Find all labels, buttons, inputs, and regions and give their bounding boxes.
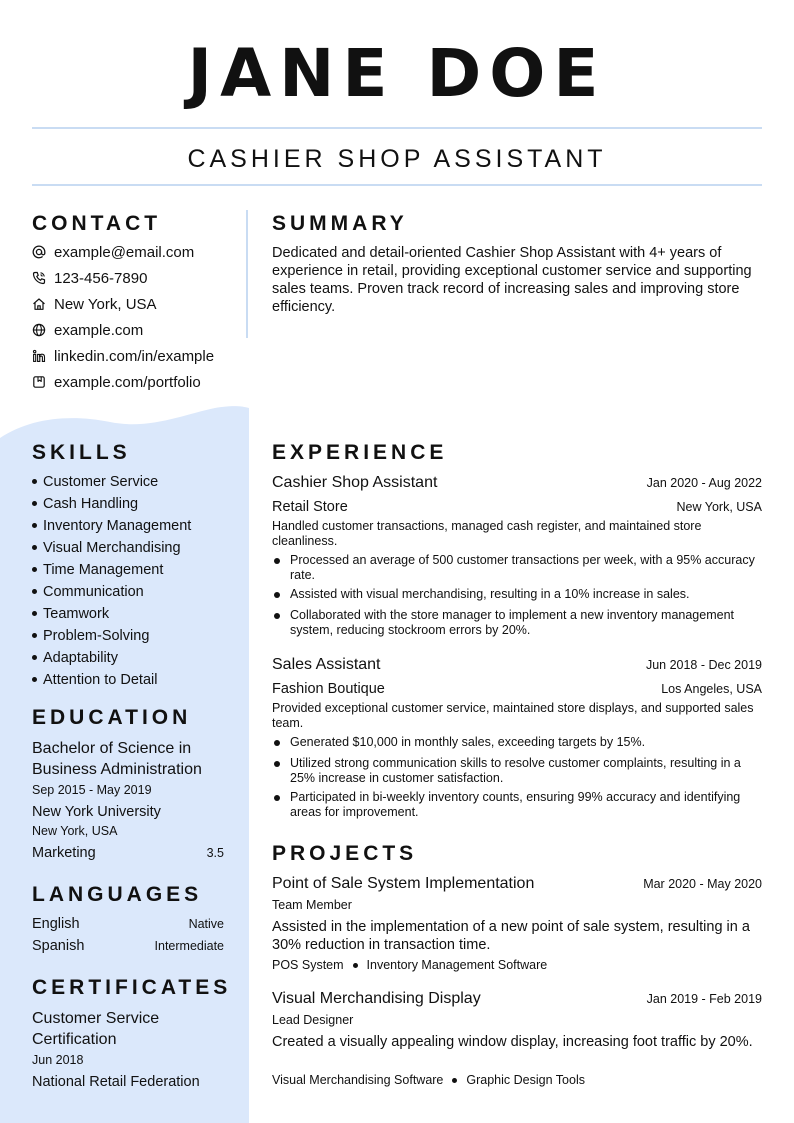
home-icon <box>32 297 46 311</box>
certificate-name: Customer Service Certification <box>32 1010 160 1048</box>
certificate-issuer: National Retail Federation <box>32 1074 200 1090</box>
skill-item: Attention to Detail <box>32 670 157 690</box>
education-gpa: 3.5 <box>206 846 224 860</box>
bullet-dot <box>32 479 37 484</box>
header-divider-top <box>32 127 762 129</box>
contact-website[interactable] <box>32 320 143 340</box>
skill-item: Cash Handling <box>32 494 138 514</box>
certificate-date: Jun 2018 <box>32 1053 84 1067</box>
bullet-dot <box>32 589 37 594</box>
skill-item: Customer Service <box>32 472 158 492</box>
job-location: Los Angeles, USA <box>661 682 762 696</box>
contact-heading: CONTACT <box>32 212 162 235</box>
job-dates: Jun 2018 - Dec 2019 <box>645 658 762 672</box>
summary-heading: SUMMARY <box>272 212 408 235</box>
column-divider <box>246 210 248 338</box>
job-bullet: Participated in bi-weekly inventory counts, ensuring 99% accuracy and identifying areas for improvement. <box>272 790 762 820</box>
job-dates: Jan 2020 - Aug 2022 <box>646 476 762 490</box>
contact-email-text: example@email.com <box>54 243 195 261</box>
project-tag: POS System <box>272 958 344 972</box>
project-role: Team Member <box>272 898 352 912</box>
globe-icon <box>32 323 46 337</box>
job-description: Handled customer transactions, managed cash register, and maintained store cleanliness. <box>272 519 702 548</box>
job-location: New York, USA <box>676 500 762 514</box>
job-bullet: Generated $10,000 in monthly sales, exceeding targets by 15%. <box>272 735 762 750</box>
project-title: Point of Sale System Implementation <box>272 875 535 892</box>
language-level: Intermediate <box>154 939 224 953</box>
project-tag: Visual Merchandising Software <box>272 1073 444 1087</box>
education-school: New York University <box>32 804 161 820</box>
contact-linkedin[interactable] <box>32 346 214 366</box>
contact-location-text: New York, USA <box>54 295 157 313</box>
job-role: Sales Assistant <box>272 656 381 673</box>
summary-text: Dedicated and detail-oriented Cashier Shop Assistant with 4+ years of experience in retail, providing exceptional customer service and supporting sales teams. Proven track record of increasing sales and improving store efficiency. <box>272 245 752 315</box>
project-dates: Mar 2020 - May 2020 <box>643 877 762 891</box>
tag-separator <box>353 963 358 968</box>
project-tag: Graphic Design Tools <box>466 1073 585 1087</box>
education-degree: Bachelor of Science in Business Administration <box>32 740 202 778</box>
linkedin-icon <box>32 349 46 363</box>
job-bullet: Collaborated with the store manager to implement a new inventory management system, reducing stockroom errors by 20%. <box>272 608 762 638</box>
job-role: Cashier Shop Assistant <box>272 474 438 491</box>
bullet-dot <box>274 558 280 564</box>
skill-item: Time Management <box>32 560 163 580</box>
project-tags <box>272 957 547 973</box>
contact-location <box>32 294 157 314</box>
bullet-dot <box>274 740 280 746</box>
project-title: Visual Merchandising Display <box>272 990 481 1007</box>
projects-heading: PROJECTS <box>272 842 418 865</box>
header-divider-bottom <box>32 184 762 186</box>
project-role: Lead Designer <box>272 1013 354 1027</box>
skill-item: Teamwork <box>32 604 109 624</box>
portfolio-icon <box>32 375 46 389</box>
contact-phone-text: 123-456-7890 <box>54 269 148 287</box>
job-bullet: Utilized strong communication skills to resolve customer complaints, resulting in a 25% increase in customer satisfaction. <box>272 756 762 786</box>
bullet-dot <box>32 633 37 638</box>
contact-website-text: example.com <box>54 321 144 339</box>
phone-icon <box>32 271 46 285</box>
education-location: New York, USA <box>32 824 118 838</box>
job-bullet: Assisted with visual merchandising, resulting in a 10% increase in sales. <box>272 587 762 602</box>
education-heading: EDUCATION <box>32 706 192 729</box>
education-dates: Sep 2015 - May 2019 <box>32 783 152 797</box>
bullet-dot <box>32 523 37 528</box>
bullet-dot <box>274 592 280 598</box>
project-dates: Jan 2019 - Feb 2019 <box>646 992 762 1006</box>
tag-separator <box>452 1078 457 1083</box>
skill-item: Communication <box>32 582 144 602</box>
project-description: Assisted in the implementation of a new point of sale system, resulting in a 30% reduction in transaction time. <box>272 919 750 953</box>
contact-portfolio-text: example.com/portfolio <box>54 373 201 391</box>
experience-heading: EXPERIENCE <box>272 441 448 464</box>
bullet-dot <box>274 795 280 801</box>
job-bullet: Processed an average of 500 customer transactions per week, with a 95% accuracy rate. <box>272 553 762 583</box>
language-level: Native <box>188 917 224 931</box>
bullet-dot <box>32 655 37 660</box>
language-name: English <box>32 916 80 932</box>
contact-email[interactable] <box>32 242 194 262</box>
certificates-heading: CERTIFICATES <box>32 976 232 999</box>
project-tag: Inventory Management Software <box>366 958 548 972</box>
bullet-dot <box>274 761 280 767</box>
project-tags <box>272 1072 585 1088</box>
bullet-dot <box>32 567 37 572</box>
skill-item: Visual Merchandising <box>32 538 181 558</box>
contact-linkedin-text: linkedin.com/in/example <box>54 347 215 365</box>
skill-item: Problem-Solving <box>32 626 149 646</box>
education-field: Marketing <box>32 845 96 861</box>
bullet-dot <box>32 611 37 616</box>
languages-heading: LANGUAGES <box>32 883 203 906</box>
bullet-dot <box>274 613 280 619</box>
contact-phone[interactable] <box>32 268 147 288</box>
bullet-dot <box>32 677 37 682</box>
bullet-dot <box>32 545 37 550</box>
job-company: Retail Store <box>272 499 348 515</box>
skill-item: Adaptability <box>32 648 118 668</box>
job-description: Provided exceptional customer service, maintained store displays, and supported sales team. <box>272 701 754 730</box>
job-title: CASHIER SHOP ASSISTANT <box>187 145 607 173</box>
job-company: Fashion Boutique <box>272 681 385 697</box>
project-description: Created a visually appealing window display, increasing foot traffic by 20%. <box>272 1034 753 1050</box>
at-icon <box>32 245 46 259</box>
skills-heading: SKILLS <box>32 441 131 464</box>
contact-portfolio[interactable] <box>32 372 201 392</box>
candidate-name: JANE DOE <box>187 35 607 112</box>
skill-item: Inventory Management <box>32 516 191 536</box>
bullet-dot <box>32 501 37 506</box>
language-name: Spanish <box>32 938 85 954</box>
